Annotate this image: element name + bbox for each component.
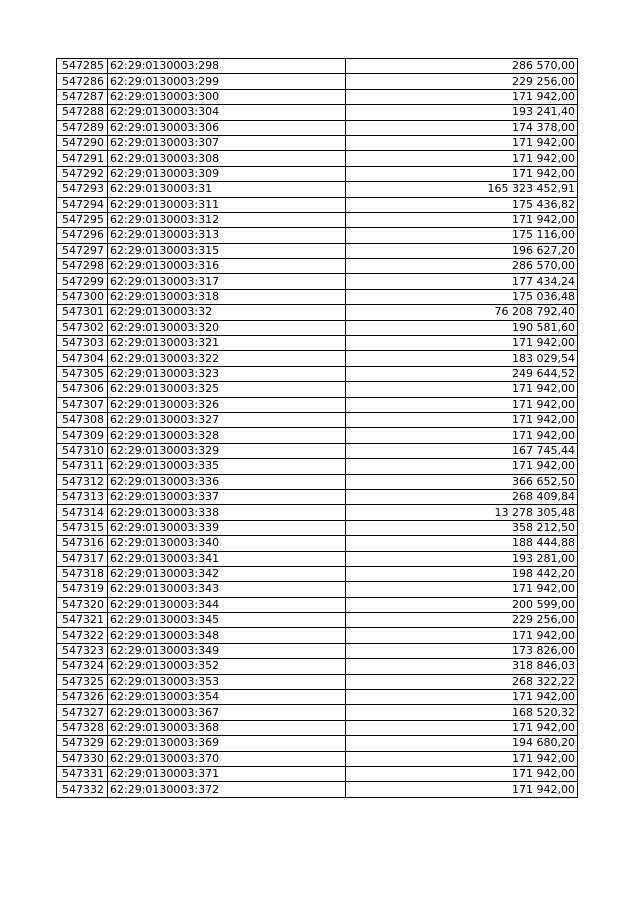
table-row — [57, 182, 578, 197]
value-cell: 229 256,00 — [346, 613, 578, 628]
table-row — [57, 228, 578, 243]
row-id-cell: 547287 — [57, 89, 108, 104]
table-row — [57, 766, 578, 781]
table-row — [57, 613, 578, 628]
cadastral-number-cell: 62:29:0130003:345 — [108, 613, 346, 628]
cadastral-number-cell: 62:29:0130003:311 — [108, 197, 346, 212]
value-cell: 286 570,00 — [346, 259, 578, 274]
value-cell: 175 036,48 — [346, 289, 578, 304]
value-cell: 229 256,00 — [346, 74, 578, 89]
row-id-cell: 547322 — [57, 628, 108, 643]
row-id-cell: 547301 — [57, 305, 108, 320]
row-id-cell: 547296 — [57, 228, 108, 243]
value-cell: 165 323 452,91 — [346, 182, 578, 197]
cadastral-number-cell: 62:29:0130003:354 — [108, 690, 346, 705]
row-id-cell: 547318 — [57, 566, 108, 581]
row-id-cell: 547323 — [57, 643, 108, 658]
cadastral-number-cell: 62:29:0130003:336 — [108, 474, 346, 489]
value-cell: 193 281,00 — [346, 551, 578, 566]
value-cell: 171 942,00 — [346, 336, 578, 351]
row-id-cell: 547319 — [57, 582, 108, 597]
table-row — [57, 74, 578, 89]
row-id-cell: 547329 — [57, 736, 108, 751]
table-row — [57, 520, 578, 535]
row-id-cell: 547309 — [57, 428, 108, 443]
table-row — [57, 659, 578, 674]
row-id-cell: 547328 — [57, 720, 108, 735]
value-cell: 171 942,00 — [346, 690, 578, 705]
value-cell: 171 942,00 — [346, 582, 578, 597]
value-cell: 318 846,03 — [346, 659, 578, 674]
value-cell: 196 627,20 — [346, 243, 578, 258]
value-cell: 200 599,00 — [346, 597, 578, 612]
value-cell: 171 942,00 — [346, 628, 578, 643]
value-cell: 171 942,00 — [346, 428, 578, 443]
row-id-cell: 547302 — [57, 320, 108, 335]
cadastral-number-cell: 62:29:0130003:328 — [108, 428, 346, 443]
table-row — [57, 597, 578, 612]
row-id-cell: 547330 — [57, 751, 108, 766]
table-row — [57, 582, 578, 597]
value-cell: 175 436,82 — [346, 197, 578, 212]
value-cell: 171 942,00 — [346, 151, 578, 166]
cadastral-number-cell: 62:29:0130003:342 — [108, 566, 346, 581]
row-id-cell: 547315 — [57, 520, 108, 535]
table-row — [57, 320, 578, 335]
row-id-cell: 547295 — [57, 212, 108, 227]
table-row — [57, 89, 578, 104]
row-id-cell: 547320 — [57, 597, 108, 612]
table-row — [57, 674, 578, 689]
value-cell: 167 745,44 — [346, 443, 578, 458]
value-cell: 171 942,00 — [346, 412, 578, 427]
cadastral-number-cell: 62:29:0130003:312 — [108, 212, 346, 227]
row-id-cell: 547325 — [57, 674, 108, 689]
cadastral-number-cell: 62:29:0130003:340 — [108, 536, 346, 551]
row-id-cell: 547314 — [57, 505, 108, 520]
value-cell: 171 942,00 — [346, 166, 578, 181]
cadastral-number-cell: 62:29:0130003:367 — [108, 705, 346, 720]
cadastral-number-cell: 62:29:0130003:353 — [108, 674, 346, 689]
row-id-cell: 547307 — [57, 397, 108, 412]
value-cell: 171 942,00 — [346, 89, 578, 104]
value-cell: 171 942,00 — [346, 459, 578, 474]
table-row — [57, 751, 578, 766]
value-cell: 171 942,00 — [346, 212, 578, 227]
value-cell: 286 570,00 — [346, 59, 578, 74]
row-id-cell: 547304 — [57, 351, 108, 366]
value-cell: 13 278 305,48 — [346, 505, 578, 520]
table-row — [57, 166, 578, 181]
row-id-cell: 547317 — [57, 551, 108, 566]
cadastral-number-cell: 62:29:0130003:32 — [108, 305, 346, 320]
cadastral-number-cell: 62:29:0130003:348 — [108, 628, 346, 643]
row-id-cell: 547316 — [57, 536, 108, 551]
value-cell: 268 409,84 — [346, 489, 578, 504]
table-row — [57, 336, 578, 351]
table-row — [57, 643, 578, 658]
value-cell: 171 942,00 — [346, 751, 578, 766]
row-id-cell: 547310 — [57, 443, 108, 458]
table-row — [57, 397, 578, 412]
row-id-cell: 547300 — [57, 289, 108, 304]
row-id-cell: 547293 — [57, 182, 108, 197]
row-id-cell: 547286 — [57, 74, 108, 89]
cadastral-number-cell: 62:29:0130003:349 — [108, 643, 346, 658]
row-id-cell: 547311 — [57, 459, 108, 474]
table-row — [57, 566, 578, 581]
row-id-cell: 547305 — [57, 366, 108, 381]
value-cell: 171 942,00 — [346, 720, 578, 735]
cadastral-number-cell: 62:29:0130003:300 — [108, 89, 346, 104]
cadastral-value-table — [56, 58, 578, 798]
cadastral-number-cell: 62:29:0130003:304 — [108, 105, 346, 120]
cadastral-number-cell: 62:29:0130003:335 — [108, 459, 346, 474]
cadastral-number-cell: 62:29:0130003:315 — [108, 243, 346, 258]
row-id-cell: 547298 — [57, 259, 108, 274]
table-row — [57, 120, 578, 135]
table-row — [57, 151, 578, 166]
table-row — [57, 551, 578, 566]
cadastral-number-cell: 62:29:0130003:341 — [108, 551, 346, 566]
table-row — [57, 505, 578, 520]
value-cell: 268 322,22 — [346, 674, 578, 689]
value-cell: 198 442,20 — [346, 566, 578, 581]
cadastral-number-cell: 62:29:0130003:308 — [108, 151, 346, 166]
row-id-cell: 547321 — [57, 613, 108, 628]
cadastral-number-cell: 62:29:0130003:298 — [108, 59, 346, 74]
value-cell: 358 212,50 — [346, 520, 578, 535]
table-row — [57, 536, 578, 551]
cadastral-number-cell: 62:29:0130003:316 — [108, 259, 346, 274]
table-row — [57, 382, 578, 397]
value-cell: 190 581,60 — [346, 320, 578, 335]
value-cell: 249 644,52 — [346, 366, 578, 381]
value-cell: 188 444,88 — [346, 536, 578, 551]
row-id-cell: 547332 — [57, 782, 108, 797]
value-cell: 175 116,00 — [346, 228, 578, 243]
cadastral-number-cell: 62:29:0130003:317 — [108, 274, 346, 289]
cadastral-number-cell: 62:29:0130003:344 — [108, 597, 346, 612]
cadastral-number-cell: 62:29:0130003:372 — [108, 782, 346, 797]
row-id-cell: 547303 — [57, 336, 108, 351]
cadastral-number-cell: 62:29:0130003:343 — [108, 582, 346, 597]
cadastral-number-cell: 62:29:0130003:307 — [108, 135, 346, 150]
row-id-cell: 547289 — [57, 120, 108, 135]
cadastral-number-cell: 62:29:0130003:306 — [108, 120, 346, 135]
table-row — [57, 705, 578, 720]
value-cell: 76 208 792,40 — [346, 305, 578, 320]
value-cell: 168 520,32 — [346, 705, 578, 720]
table-row — [57, 135, 578, 150]
table-row — [57, 59, 578, 74]
cadastral-number-cell: 62:29:0130003:327 — [108, 412, 346, 427]
cadastral-number-cell: 62:29:0130003:326 — [108, 397, 346, 412]
cadastral-number-cell: 62:29:0130003:369 — [108, 736, 346, 751]
cadastral-number-cell: 62:29:0130003:352 — [108, 659, 346, 674]
row-id-cell: 547331 — [57, 766, 108, 781]
cadastral-number-cell: 62:29:0130003:322 — [108, 351, 346, 366]
cadastral-number-cell: 62:29:0130003:323 — [108, 366, 346, 381]
table-row — [57, 736, 578, 751]
row-id-cell: 547291 — [57, 151, 108, 166]
table-row — [57, 720, 578, 735]
value-cell: 171 942,00 — [346, 782, 578, 797]
row-id-cell: 547327 — [57, 705, 108, 720]
table-row — [57, 259, 578, 274]
cadastral-number-cell: 62:29:0130003:337 — [108, 489, 346, 504]
cadastral-number-cell: 62:29:0130003:299 — [108, 74, 346, 89]
value-cell: 193 241,40 — [346, 105, 578, 120]
table-row — [57, 782, 578, 797]
table-row — [57, 197, 578, 212]
value-cell: 171 942,00 — [346, 766, 578, 781]
row-id-cell: 547312 — [57, 474, 108, 489]
value-cell: 174 378,00 — [346, 120, 578, 135]
row-id-cell: 547313 — [57, 489, 108, 504]
cadastral-number-cell: 62:29:0130003:338 — [108, 505, 346, 520]
table-row — [57, 428, 578, 443]
table-row — [57, 366, 578, 381]
table-row — [57, 105, 578, 120]
table-row — [57, 690, 578, 705]
value-cell: 194 680,20 — [346, 736, 578, 751]
cadastral-number-cell: 62:29:0130003:313 — [108, 228, 346, 243]
value-cell: 177 434,24 — [346, 274, 578, 289]
row-id-cell: 547297 — [57, 243, 108, 258]
table-row — [57, 443, 578, 458]
cadastral-number-cell: 62:29:0130003:370 — [108, 751, 346, 766]
table-row — [57, 628, 578, 643]
table-row — [57, 274, 578, 289]
table-row — [57, 212, 578, 227]
row-id-cell: 547308 — [57, 412, 108, 427]
cadastral-number-cell: 62:29:0130003:320 — [108, 320, 346, 335]
table-row — [57, 474, 578, 489]
table-row — [57, 412, 578, 427]
cadastral-number-cell: 62:29:0130003:321 — [108, 336, 346, 351]
cadastral-number-cell: 62:29:0130003:368 — [108, 720, 346, 735]
table-row — [57, 459, 578, 474]
cadastral-number-cell: 62:29:0130003:339 — [108, 520, 346, 535]
table-row — [57, 243, 578, 258]
table-row — [57, 351, 578, 366]
row-id-cell: 547294 — [57, 197, 108, 212]
cadastral-number-cell: 62:29:0130003:309 — [108, 166, 346, 181]
table-row — [57, 489, 578, 504]
row-id-cell: 547326 — [57, 690, 108, 705]
row-id-cell: 547292 — [57, 166, 108, 181]
cadastral-number-cell: 62:29:0130003:31 — [108, 182, 346, 197]
table-row — [57, 289, 578, 304]
row-id-cell: 547285 — [57, 59, 108, 74]
value-cell: 171 942,00 — [346, 135, 578, 150]
value-cell: 171 942,00 — [346, 382, 578, 397]
row-id-cell: 547299 — [57, 274, 108, 289]
value-cell: 366 652,50 — [346, 474, 578, 489]
row-id-cell: 547324 — [57, 659, 108, 674]
row-id-cell: 547306 — [57, 382, 108, 397]
cadastral-number-cell: 62:29:0130003:325 — [108, 382, 346, 397]
table-row — [57, 305, 578, 320]
cadastral-number-cell: 62:29:0130003:371 — [108, 766, 346, 781]
cadastral-number-cell: 62:29:0130003:318 — [108, 289, 346, 304]
value-cell: 183 029,54 — [346, 351, 578, 366]
table-body — [57, 59, 578, 798]
cadastral-number-cell: 62:29:0130003:329 — [108, 443, 346, 458]
row-id-cell: 547288 — [57, 105, 108, 120]
value-cell: 173 826,00 — [346, 643, 578, 658]
row-id-cell: 547290 — [57, 135, 108, 150]
value-cell: 171 942,00 — [346, 397, 578, 412]
